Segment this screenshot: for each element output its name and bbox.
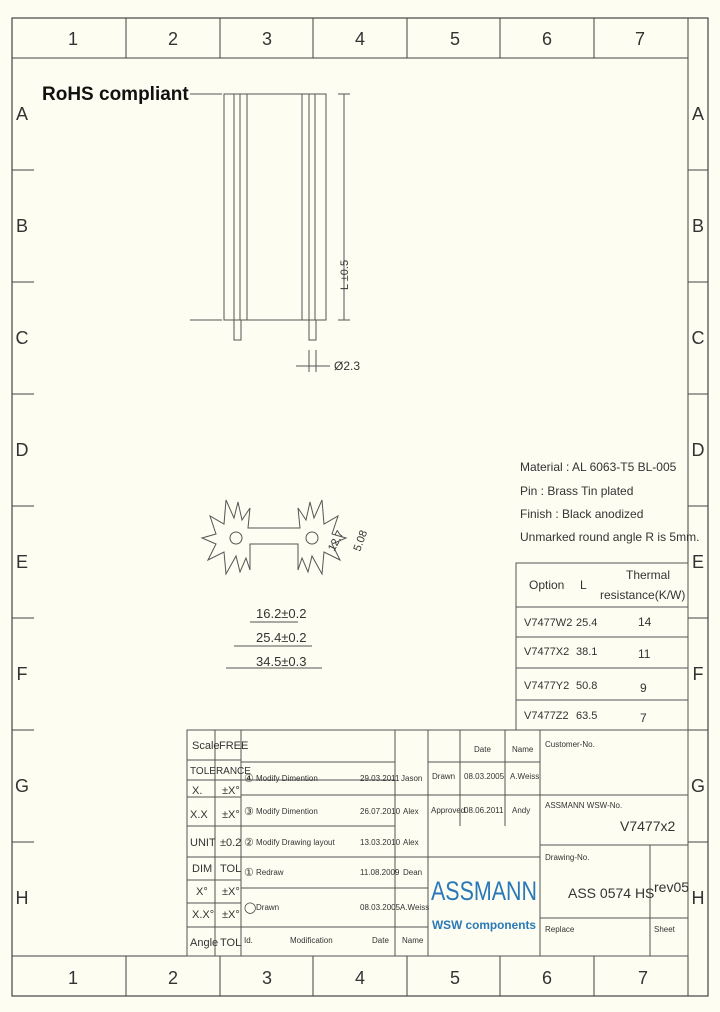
drawing-no-label: Drawing-No. bbox=[545, 853, 590, 862]
approved-date: 08.06.2011 bbox=[464, 806, 504, 815]
opt-header-thermal: Thermal bbox=[626, 568, 671, 582]
side-view bbox=[190, 94, 350, 372]
rev-mod: Modify Drawing layout bbox=[256, 838, 335, 847]
row-label: B bbox=[15, 216, 29, 236]
col-label: 7 bbox=[637, 968, 649, 988]
assmann-no: V7477x2 bbox=[620, 818, 676, 834]
opt-row-option: V7477Z2 bbox=[524, 710, 569, 722]
dim-16: 16.2±0.2 bbox=[256, 606, 307, 621]
dim-34: 34.5±0.3 bbox=[256, 654, 307, 669]
drawing-info bbox=[545, 740, 689, 934]
row-label: D bbox=[691, 440, 705, 460]
drawn-date: 08.03.2005 bbox=[464, 772, 505, 781]
spec-finish: Finish : Black anodized bbox=[520, 507, 644, 521]
rev-date: 26.07.2010 bbox=[360, 807, 401, 816]
opt-row-option: V7477W2 bbox=[524, 617, 573, 629]
assmann-no-label: ASSMANN WSW-No. bbox=[545, 801, 623, 810]
rev-id: ④ bbox=[244, 773, 254, 785]
customer-no-label: Customer-No. bbox=[545, 740, 595, 749]
row-label: E bbox=[15, 552, 29, 572]
rev-mod: Modify Dimention bbox=[256, 807, 318, 816]
row-label: B bbox=[691, 216, 705, 236]
revision: rev05 bbox=[654, 879, 690, 895]
options-table-content bbox=[524, 568, 685, 725]
drawing-no: ASS 0574 HS bbox=[568, 885, 655, 901]
row-label: F bbox=[692, 664, 704, 684]
rev-mod: Modify Dimention bbox=[256, 774, 318, 783]
opt-header-option: Option bbox=[529, 578, 565, 592]
row-label: C bbox=[15, 328, 29, 348]
opt-row-l: 38.1 bbox=[576, 646, 598, 658]
rev-id: ① bbox=[244, 867, 254, 879]
opt-header-resistance: resistance(K/W) bbox=[600, 588, 686, 602]
name-label: Name bbox=[512, 745, 534, 754]
tol-a: X° bbox=[196, 886, 208, 898]
opt-row-option: V7477Y2 bbox=[524, 680, 570, 692]
tol-a: UNIT bbox=[190, 837, 216, 849]
dim-length: L ±0.5 bbox=[339, 259, 351, 290]
col-label: 5 bbox=[449, 968, 461, 988]
col-label: 4 bbox=[354, 29, 366, 49]
approval-block bbox=[431, 745, 539, 815]
col-label: 6 bbox=[541, 968, 553, 988]
tol-b: ±X° bbox=[222, 809, 240, 821]
approved-label: Approved bbox=[431, 806, 466, 815]
sheet-label: Sheet bbox=[654, 925, 675, 934]
opt-row-r: 11 bbox=[638, 647, 651, 661]
col-label: 6 bbox=[541, 29, 553, 49]
opt-row-l: 63.5 bbox=[576, 710, 598, 722]
opt-row-option: V7477X2 bbox=[524, 646, 570, 658]
rev-footer-mod: Modification bbox=[290, 936, 333, 945]
drawn-label: Drawn bbox=[432, 772, 456, 781]
dim-pin-diameter: Ø2.3 bbox=[334, 359, 361, 373]
rev-footer-name: Name bbox=[402, 936, 424, 945]
rev-footer-date: Date bbox=[372, 936, 389, 945]
rev-footer-id: Id. bbox=[244, 936, 253, 945]
rev-name: A.Weiss bbox=[400, 903, 430, 912]
col-label: 1 bbox=[67, 968, 79, 988]
tol-b: ±X° bbox=[222, 909, 240, 921]
rev-id: ◯ bbox=[244, 902, 257, 914]
dim-pin-spacing: 12.7 bbox=[326, 528, 347, 554]
scale-value: FREE bbox=[219, 740, 249, 752]
row-label: H bbox=[691, 888, 705, 908]
row-label: E bbox=[691, 552, 705, 572]
rev-mod: Redraw bbox=[256, 868, 284, 877]
tol-b: ±X° bbox=[222, 785, 240, 797]
col-label: 2 bbox=[167, 29, 179, 49]
scale-label: Scale bbox=[192, 740, 220, 752]
col-label: 3 bbox=[261, 29, 273, 49]
spec-round-angle: Unmarked round angle R is 5mm. bbox=[520, 530, 700, 544]
opt-row-r: 9 bbox=[640, 681, 647, 695]
row-dividers bbox=[12, 170, 708, 842]
material-specs bbox=[520, 460, 699, 544]
row-label: G bbox=[690, 776, 706, 796]
row-label: A bbox=[15, 104, 29, 124]
tol-a: Angle bbox=[190, 937, 219, 949]
rev-date: 08.03.2005 bbox=[360, 903, 401, 912]
dim-25: 25.4±0.2 bbox=[256, 630, 307, 645]
rev-mod: Drawn bbox=[256, 903, 280, 912]
opt-header-l: L bbox=[580, 578, 587, 592]
drawn-name: A.Weiss bbox=[510, 772, 540, 781]
tol-b: ±0.2 bbox=[220, 837, 242, 849]
pin-left bbox=[234, 320, 241, 340]
dim-pitch: 5.08 bbox=[351, 528, 371, 554]
col-label: 2 bbox=[167, 968, 179, 988]
spec-pin: Pin : Brass Tin plated bbox=[520, 484, 634, 498]
profile-view bbox=[202, 500, 346, 574]
row-label: H bbox=[15, 888, 29, 908]
rev-name: Alex bbox=[403, 838, 419, 847]
tol-a: X.X bbox=[190, 809, 208, 821]
rev-id: ② bbox=[244, 837, 254, 849]
revision-history bbox=[244, 773, 429, 945]
replace-label: Replace bbox=[545, 925, 575, 934]
logo-bottom: WSW components bbox=[432, 918, 537, 932]
row-label: G bbox=[14, 776, 30, 796]
row-label: D bbox=[15, 440, 29, 460]
column-labels-bottom bbox=[68, 968, 648, 988]
col-label: 7 bbox=[634, 29, 646, 49]
column-labels-top bbox=[68, 29, 645, 49]
rev-date: 13.03.2010 bbox=[360, 838, 401, 847]
approved-name: Andy bbox=[512, 806, 531, 815]
opt-row-r: 14 bbox=[638, 615, 652, 629]
col-label: 5 bbox=[449, 29, 461, 49]
row-label: C bbox=[691, 328, 705, 348]
heatsink-body bbox=[224, 94, 326, 320]
opt-row-r: 7 bbox=[640, 711, 647, 725]
row-label: A bbox=[691, 104, 705, 124]
rev-name: Dean bbox=[403, 868, 423, 877]
date-label: Date bbox=[474, 745, 491, 754]
tolerance-label: TOLERANCE bbox=[190, 766, 251, 777]
tol-a: DIM bbox=[192, 863, 213, 875]
spec-material: Material : AL 6063-T5 BL-005 bbox=[520, 460, 677, 474]
tol-b: TOL bbox=[220, 937, 242, 949]
rev-date: 29.03.2011 bbox=[360, 774, 400, 783]
opt-row-l: 25.4 bbox=[576, 617, 598, 629]
assmann-logo bbox=[430, 865, 538, 932]
tol-b: TOL bbox=[220, 863, 242, 875]
col-label: 4 bbox=[354, 968, 366, 988]
logo-top: ASSMANN bbox=[431, 876, 537, 906]
tolerance-column bbox=[190, 740, 251, 949]
tol-a: X. bbox=[192, 785, 203, 797]
col-label: 1 bbox=[67, 29, 79, 49]
rev-name: Alex bbox=[403, 807, 419, 816]
rev-id: ③ bbox=[244, 806, 254, 818]
col-label: 3 bbox=[261, 968, 273, 988]
tol-b: ±X° bbox=[222, 886, 240, 898]
pin-right bbox=[309, 320, 316, 340]
tol-a: X.X° bbox=[192, 909, 215, 921]
opt-row-l: 50.8 bbox=[576, 680, 598, 692]
rev-name: Jason bbox=[401, 774, 423, 783]
row-label: F bbox=[16, 664, 28, 684]
rohs-label: RoHS compliant bbox=[42, 84, 189, 105]
rev-date: 11.08.2009 bbox=[360, 868, 400, 877]
